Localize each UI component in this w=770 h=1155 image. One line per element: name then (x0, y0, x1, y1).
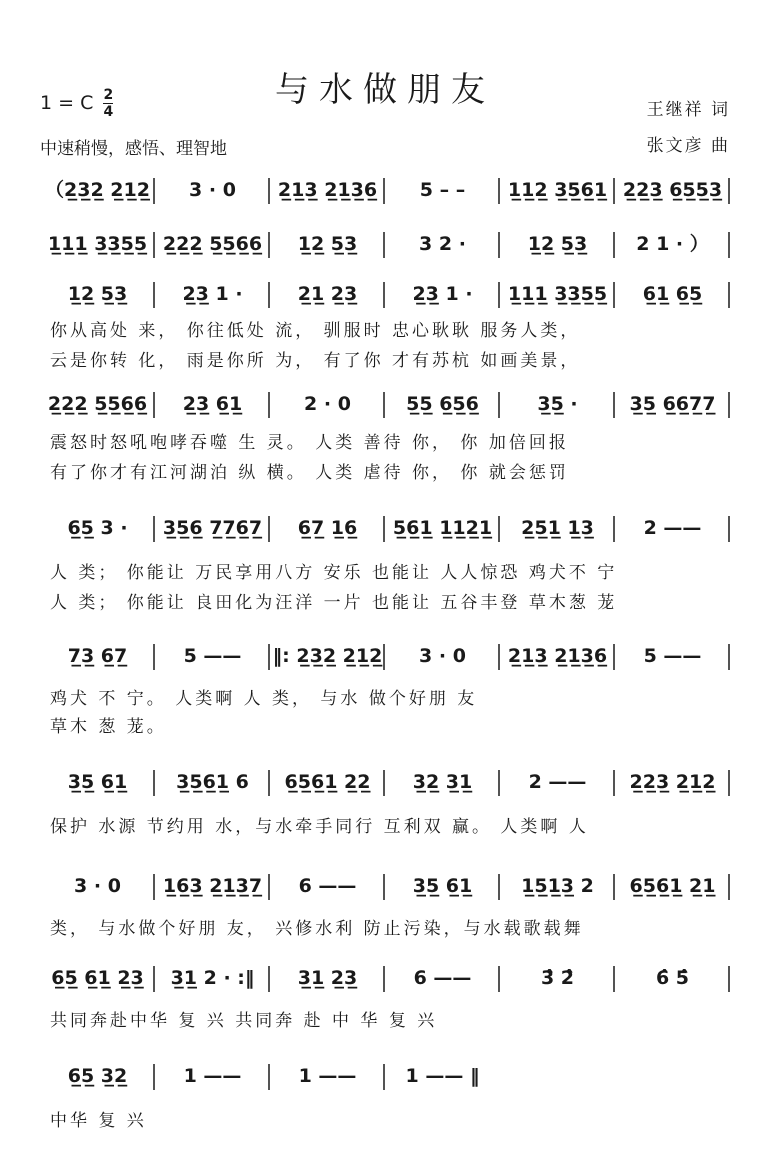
notation-svg (40, 384, 730, 424)
measure-notes: 5̲6̲1̲ 1̲1̲2̲1̲ (392, 517, 493, 539)
score-row-3 (40, 274, 730, 371)
score-row-5 (40, 508, 730, 613)
notation-line (40, 866, 730, 906)
measure-notes: 1̲2̲ 5̲3̲ (297, 233, 358, 255)
measure-notes: 2 1 · ） (636, 233, 709, 255)
measure-notes: 1̲6̲3̲ 2̲1̲3̲7̲ (162, 875, 263, 897)
measure-notes: 1 —— ‖ (405, 1065, 480, 1087)
measure-notes: 3̲5̲6̲ 7̲7̲6̲7̲ (162, 517, 263, 539)
measure-notes: 2̲1̲3̲ 2̲1̲3̲6̲ (277, 179, 378, 201)
measure-notes: 5 – – (419, 179, 466, 201)
measure-notes: 2 · 0 (304, 393, 351, 415)
notation-svg (40, 762, 730, 802)
measure-notes: 1̲2̲ 5̲3̲ (527, 233, 588, 255)
lyric-line: 中华 复 兴 (50, 1111, 147, 1131)
composer-credit: 张文彦 曲 (646, 136, 730, 156)
lyric-line: 你从高处 来， 你往低处 流， 驯服时 忠心耿耿 服务人类， (50, 321, 581, 341)
score-row-4 (40, 384, 730, 483)
notation-line (40, 224, 730, 264)
measure-notes: ‖: 2̲3̲2̲ 2̲1̲2̲ (272, 645, 383, 667)
time-denominator: 4 (103, 104, 114, 120)
score-row-6 (40, 636, 730, 737)
measure-notes: 6̲5̲ 3 · (67, 517, 128, 539)
score-row-9 (40, 958, 730, 1038)
measure-notes: 3̲5̲ 6̲6̲7̲7̲ (629, 393, 716, 415)
measure-notes: 2̲2̲3̲ 6̲5̲5̲3̲ (622, 179, 723, 201)
notation-line (40, 384, 730, 424)
song-title: 与水做朋友 (275, 70, 495, 110)
measure-notes: 6̲1̲ 6̲5̲ (642, 283, 703, 305)
lyric-line: 云是你转 化， 雨是你所 为， 有了你 才有苏杭 如画美景， (50, 351, 581, 371)
lyric-line: 保护 水源 节约用 水，与水牵手同行 互利双 赢。 人类啊 人 (50, 817, 589, 837)
measure-notes: 6̲7̲ 1̲6̲ (297, 517, 358, 539)
measure-notes: 3̲5̲ · (537, 393, 578, 415)
score-row-10 (40, 1056, 730, 1136)
measure-notes: 7̲3̲ 6̲7̲ (67, 645, 128, 667)
notation-svg (40, 224, 730, 264)
measure-notes: 3̲5̲ 6̲1̲ (412, 875, 473, 897)
lyricist-credit: 王继祥 词 (646, 100, 730, 120)
measure-notes: 3̲1̲ 2̲3̲ (297, 967, 358, 989)
measure-notes: 2 —— (528, 771, 587, 793)
notation-line (40, 1056, 730, 1096)
measure-notes: 2̲2̲3̲ 2̲1̲2̲ (629, 771, 716, 793)
measure-notes: 1̲2̲ 5̲3̲ (67, 283, 128, 305)
measure-notes: 2̲1̲3̲ 2̲1̲3̲6̲ (507, 645, 608, 667)
lyric-line: 人 类； 你能让 良田化为汪洋 一片 也能让 五谷丰登 草木葱 茏 (50, 593, 618, 613)
score-row-7 (40, 762, 730, 842)
tempo-marking: 中速稍慢，感悟、理智地 (40, 139, 227, 159)
notation-svg (40, 170, 730, 210)
measure-notes: 3̲5̲6̲1̲ 6 (176, 771, 249, 793)
measure-notes: 6 —— (413, 967, 472, 989)
key-signature (40, 88, 113, 119)
measure-notes: 3 · 0 (189, 179, 236, 201)
notation-line (40, 274, 730, 314)
measure-notes: 2̲1̲ 2̲3̲ (297, 283, 358, 305)
lyric-line: 震怒时怒吼咆哮吞噬 生 灵。 人类 善待 你， 你 加倍回报 (50, 433, 569, 453)
lyric-line: 有了你才有江河湖泊 纵 横。 人类 虐待 你， 你 就会惩罚 (50, 463, 569, 483)
measure-notes: 2̲5̲1̲ 1̲3̲ (521, 517, 594, 539)
lyric-line: 类， 与水做个好朋 友， 兴修水利 防止污染，与水载歌载舞 (50, 919, 584, 939)
notation-line (40, 958, 730, 998)
lyric-line: 人 类； 你能让 万民享用八方 安乐 也能让 人人惊恐 鸡犬不 宁 (50, 563, 618, 583)
measure-notes: 3̲5̲ 6̲1̲ (67, 771, 128, 793)
notation-line (40, 636, 730, 676)
measure-notes: 2 —— (643, 517, 702, 539)
measure-notes: 5 —— (183, 645, 242, 667)
measure-notes: 1̲1̲1̲ 3̲3̲5̲5̲ (47, 233, 148, 255)
measure-notes: 6̲5̲6̲1̲ 2̲1̲ (629, 875, 716, 897)
measure-notes: 1̲5̲1̲3̲ 2 (521, 875, 594, 897)
measure-notes: 5 —— (643, 645, 702, 667)
notation-svg (40, 866, 730, 906)
measure-notes: 6̲5̲6̲1̲ 2̲2̲ (284, 771, 371, 793)
notation-line (40, 170, 730, 210)
measure-notes: 3̂ 2̂ (540, 967, 575, 989)
notation-svg (40, 274, 730, 314)
lyric-line: 草木 葱 茏。 (50, 717, 167, 737)
lyric-line: 共同奔赴中华 复 兴 共同奔 赴 中 华 复 兴 (50, 1011, 438, 1031)
measure-notes: 3 · 0 (419, 645, 466, 667)
notation-svg (40, 1056, 730, 1096)
notation-line (40, 762, 730, 802)
notation-svg (40, 508, 730, 548)
measure-notes: 5̲5̲ 6̲5̲6̲ (406, 393, 479, 415)
time-numerator: 2 (103, 87, 114, 103)
measure-notes: 2̲3̲ 1 · (412, 283, 473, 305)
measure-notes: （2̲3̲2̲ 2̲1̲2̲ (45, 179, 150, 201)
score-row-8 (40, 866, 730, 946)
measure-notes: 1 —— (298, 1065, 357, 1087)
measure-notes: 1̲1̲2̲ 3̲5̲6̲1̲ (507, 179, 608, 201)
measure-notes: 3 · 0 (74, 875, 121, 897)
measure-notes: 1̲1̲1̲ 3̲3̲5̲5̲ (507, 283, 608, 305)
measure-notes: 6̲5̲ 3̲2̲ (67, 1065, 128, 1087)
measure-notes: 2̲3̲ 1 · (182, 283, 243, 305)
measure-notes: 2̲3̲ 6̲1̲ (182, 393, 243, 415)
notation-svg (40, 958, 730, 998)
measure-notes: 6 —— (298, 875, 357, 897)
key-label: 1 = C (40, 92, 94, 114)
time-signature (103, 88, 113, 119)
measure-notes: 1 —— (183, 1065, 242, 1087)
measure-notes: 3̲2̲ 3̲1̲ (412, 771, 473, 793)
measure-notes: 3 2 · (419, 233, 466, 255)
lyric-line: 鸡犬 不 宁。 人类啊 人 类， 与水 做个好朋 友 (50, 689, 478, 709)
measure-notes: 3̲1̲ 2 · :‖ (170, 967, 255, 989)
notation-line (40, 508, 730, 548)
measure-notes: 2̲2̲2̲ 5̲5̲6̲6̲ (47, 393, 148, 415)
measure-notes: 2̲2̲2̲ 5̲5̲6̲6̲ (162, 233, 263, 255)
measure-notes: 6̲5̲ 6̲1̲ 2̲3̲ (51, 967, 144, 989)
notation-svg (40, 636, 730, 676)
measure-notes: 6̂ 5̂ (655, 967, 690, 989)
